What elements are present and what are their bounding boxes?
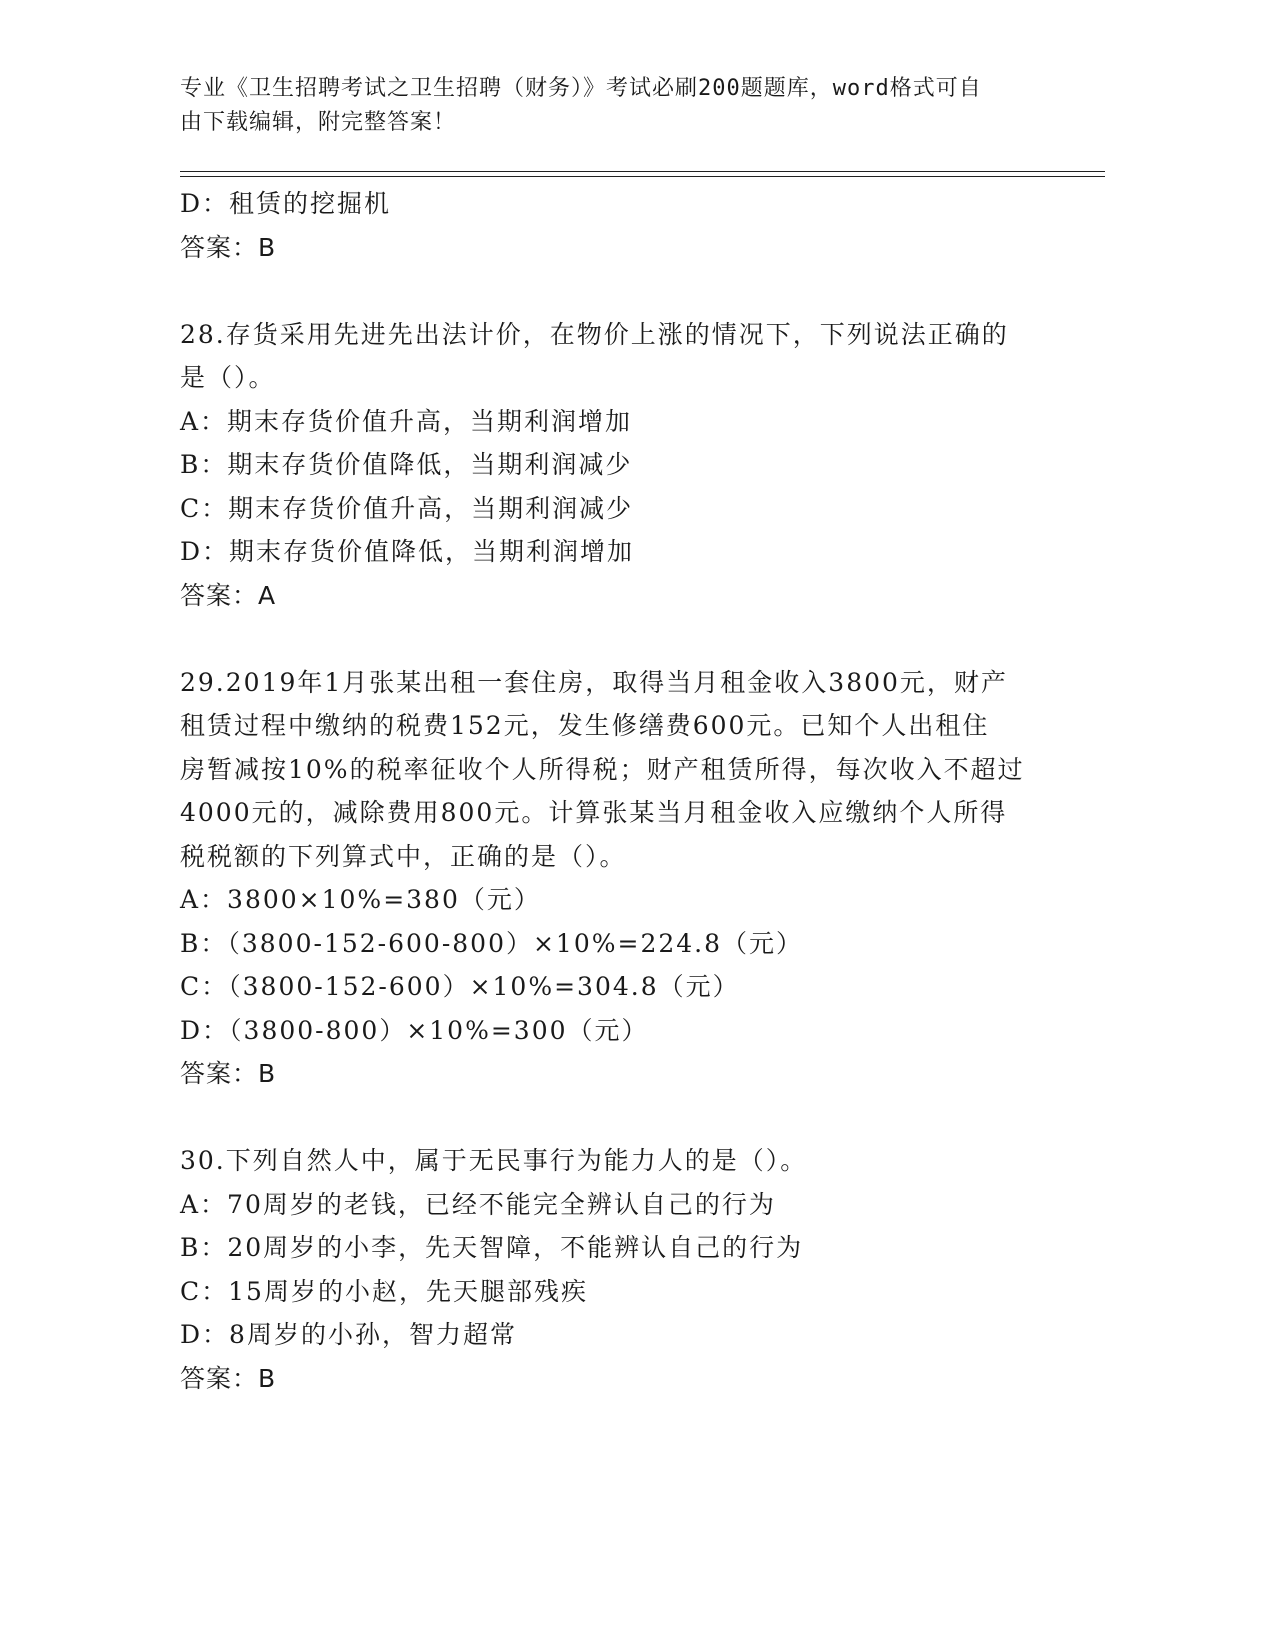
question-stem-line: 4000元的，减除费用800元。计算张某当月租金收入应缴纳个人所得 — [180, 798, 1008, 827]
question-28 — [180, 313, 1040, 618]
header-divider-bottom — [180, 176, 1105, 177]
answer-line: 答案：B — [180, 232, 277, 262]
question-stem-line: 29.2019年1月张某出租一套住房，取得当月租金收入3800元，财产 — [180, 667, 1008, 697]
header-line-1: 专业《卫生招聘考试之卫生招聘（财务）》考试必刷200题题库，word格式可自 — [180, 76, 982, 101]
carryover-block — [180, 182, 1040, 269]
question-stem-line: 28.存货采用先进先出法计价，在物价上涨的情况下，下列说法正确的 — [180, 319, 1009, 349]
answer-line: 答案：A — [180, 580, 277, 610]
header-divider-top — [180, 171, 1105, 172]
question-29 — [180, 661, 1040, 1096]
answer-line: 答案：B — [180, 1059, 277, 1088]
header-line-2: 由下载编辑，附完整答案！ — [180, 110, 457, 135]
option-a: A：70周岁的老钱，已经不能完全辨认自己的行为 — [180, 1189, 776, 1219]
question-stem-line: 租赁过程中缴纳的税费152元，发生修缮费600元。已知个人出租住 — [180, 711, 990, 740]
option-c: C：（3800-152-600）×10%=304.8（元） — [180, 972, 740, 1001]
question-30 — [180, 1139, 1040, 1400]
question-stem-line: 30.下列自然人中，属于无民事行为能力人的是（）。 — [180, 1146, 808, 1175]
question-stem-line: 税税额的下列算式中，正确的是（）。 — [180, 841, 627, 871]
option-d: D：期末存货价值降低，当期利润增加 — [180, 537, 635, 566]
spacer — [180, 617, 1040, 661]
spacer — [180, 1096, 1040, 1140]
question-stem-line: 是（）。 — [180, 363, 276, 392]
document-body — [180, 182, 1040, 1400]
option-c: C：期末存货价值升高，当期利润减少 — [180, 493, 634, 523]
option-a: A：3800×10%=380（元） — [180, 885, 541, 914]
option-b: B：20周岁的小李，先天智障，不能辨认自己的行为 — [180, 1233, 804, 1262]
question-stem-line: 房暂减按10%的税率征收个人所得税；财产租赁所得，每次收入不超过 — [180, 754, 1025, 784]
spacer — [180, 269, 1040, 313]
option-d: D：租赁的挖掘机 — [180, 189, 392, 218]
answer-line: 答案：B — [180, 1363, 277, 1393]
option-d: D：8周岁的小孙，智力超常 — [180, 1320, 517, 1349]
option-b: B：期末存货价值降低，当期利润减少 — [180, 450, 633, 479]
document-header — [180, 72, 1060, 140]
option-c: C：15周岁的小赵，先天腿部残疾 — [180, 1276, 588, 1306]
option-d: D：（3800-800）×10%=300（元） — [180, 1015, 649, 1045]
option-b: B：（3800-152-600-800）×10%=224.8（元） — [180, 928, 804, 958]
option-a: A：期末存货价值升高，当期利润增加 — [180, 406, 633, 436]
